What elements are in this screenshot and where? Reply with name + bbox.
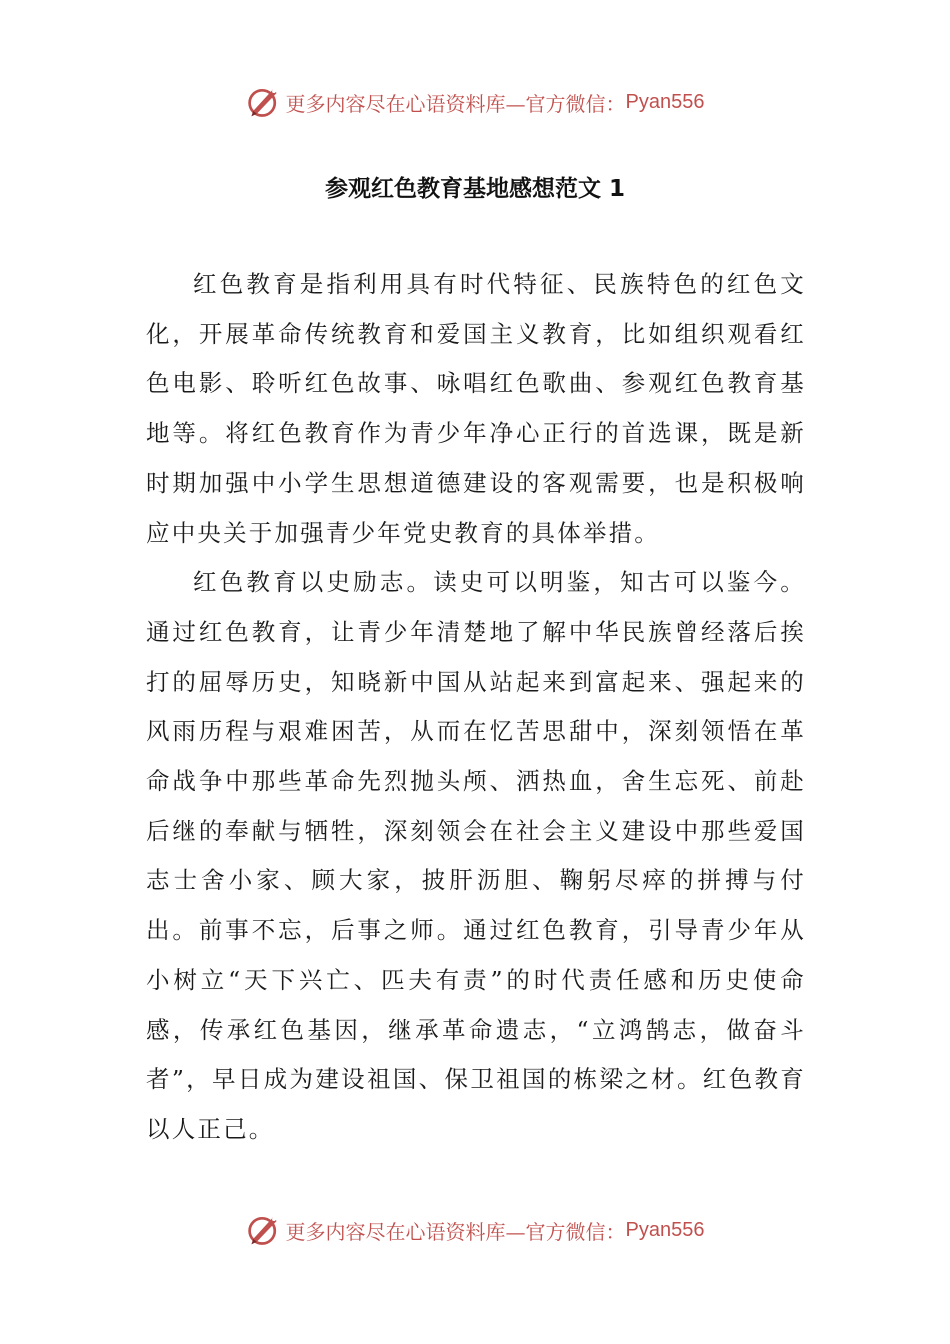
document-title: 参观红色教育基地感想范文 1 — [324, 176, 625, 202]
footer-watermark — [0, 1210, 950, 1250]
document-body — [146, 260, 806, 1155]
header-watermark — [0, 82, 950, 122]
pen-circle-logo-icon — [246, 1212, 282, 1248]
watermark-wechat-id: Pyan556 — [625, 1218, 705, 1241]
watermark-wechat-id: Pyan556 — [625, 90, 705, 113]
watermark-text: 更多内容尽在心语资料库—官方微信： — [285, 1219, 626, 1244]
paragraph: 红色教育是指利用具有时代特征、民族特色的红色文化，开展革命传统教育和爱国主义教育，比如组织观看红色电影、聆听红色故事、咏唱红色歌曲、参观红色教育基地等。将红色教育作为青少年净心正行的首选课，既是新时期加强中小学生思想道德建设的客观需要，也是积极响应中央关于加强青少年党史教育的具体举措。 — [146, 270, 806, 547]
pen-circle-logo-icon — [246, 84, 282, 120]
paragraph: 红色教育以史励志。读史可以明鉴，知古可以鉴今。通过红色教育，让青少年清楚地了解中华民族曾经落后挨打的屈辱历史，知晓新中国从站起来到富起来、强起来的风雨历程与艰难困苦，从而在忆苦思甜中，深刻领悟在革命战争中那些革命先烈抛头颅、洒热血，舍生忘死、前赴后继的奉献与牺牲，深刻领会在社会主义建设中那些爱国志士舍小家、顾大家，披肝沥胆、鞠躬尽瘁的拼搏与付出。前事不忘，后事之师。通过红色教育，引导青少年从小树立“天下兴亡、匹夫有责”的时代责任感和历史使命感，传承红色基因，继承革命遗志，“立鸿鹄志，做奋斗者”，早日成为建设祖国、保卫祖国的栋梁之材。红色教育以人正己。 — [146, 568, 806, 1143]
watermark-text: 更多内容尽在心语资料库—官方微信： — [285, 91, 626, 116]
